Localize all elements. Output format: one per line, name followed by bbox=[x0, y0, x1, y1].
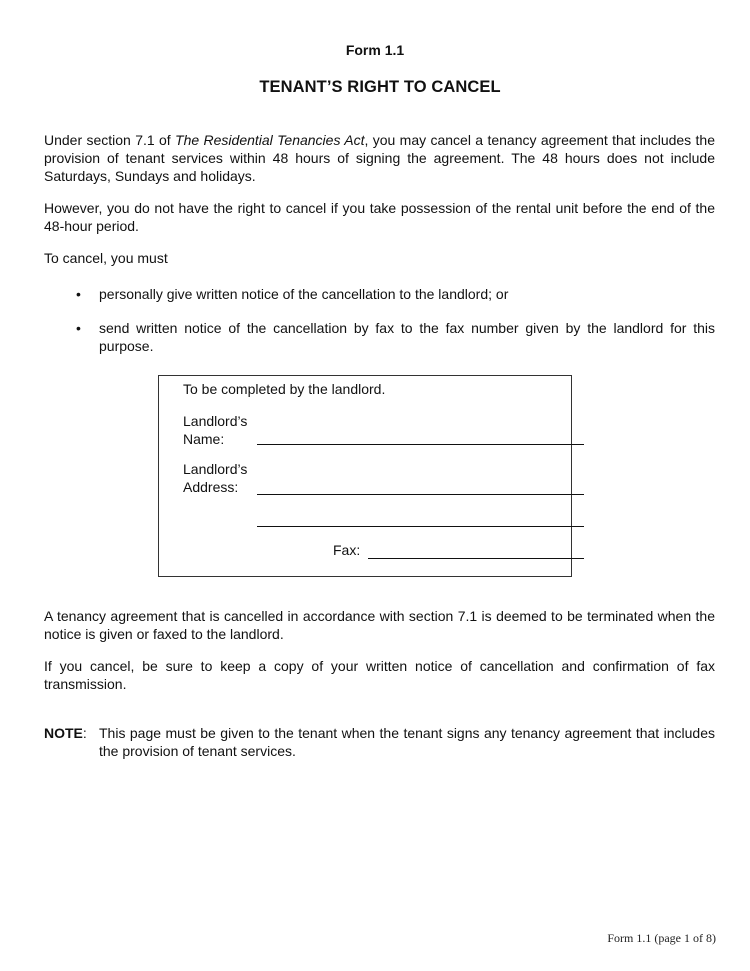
page-footer: Form 1.1 (page 1 of 8) bbox=[607, 931, 716, 945]
landlord-info-box bbox=[158, 375, 572, 577]
landlord-name-field[interactable] bbox=[257, 444, 584, 445]
box-instruction: To be completed by the landlord. bbox=[183, 381, 386, 397]
act-name: The Residential Tenancies Act bbox=[175, 132, 365, 148]
bullet-dot: • bbox=[76, 286, 81, 302]
intro-suffix: , you may cancel a tenancy agreement that includes the provision of tenant services within 48 hours of signing the agreement. The 48 hours does not include Saturdays, Sundays and holidays. bbox=[44, 132, 715, 184]
landlord-address-label: Landlord’s Address: bbox=[183, 461, 248, 495]
bullet-item: personally give written notice of the cancellation to the landlord; or bbox=[99, 286, 509, 302]
to-cancel-paragraph: To cancel, you must bbox=[44, 250, 168, 266]
note-text: This page must be given to the tenant when the tenant signs any tenancy agreement that includes the provision of tenant services. bbox=[99, 725, 715, 759]
fax-field[interactable] bbox=[368, 558, 584, 559]
landlord-address-field-line-2[interactable] bbox=[257, 526, 584, 527]
deemed-terminated-paragraph: A tenancy agreement that is cancelled in accordance with section 7.1 is deemed to be terminated when the notice is given or faxed to the landlord. bbox=[44, 608, 715, 642]
landlord-address-field-line-1[interactable] bbox=[257, 494, 584, 495]
bullet-item: send written notice of the cancellation by fax to the fax number given by the landlord for this purpose. bbox=[99, 320, 715, 354]
note-label: NOTE: bbox=[44, 725, 87, 741]
intro-paragraph bbox=[44, 131, 715, 185]
keep-copy-paragraph: If you cancel, be sure to keep a copy of your written notice of cancellation and confirmation of fax transmission. bbox=[44, 658, 715, 692]
page-title: TENANT’S RIGHT TO CANCEL bbox=[259, 78, 501, 96]
intro-prefix: Under section 7.1 of bbox=[44, 132, 176, 148]
fax-label: Fax: bbox=[333, 542, 361, 558]
landlord-name-label: Landlord’s Name: bbox=[183, 413, 248, 447]
bullet-dot: • bbox=[76, 320, 81, 336]
form-number: Form 1.1 bbox=[345, 42, 405, 58]
however-paragraph: However, you do not have the right to cancel if you take possession of the rental unit before the end of the 48-hour period. bbox=[44, 200, 715, 234]
